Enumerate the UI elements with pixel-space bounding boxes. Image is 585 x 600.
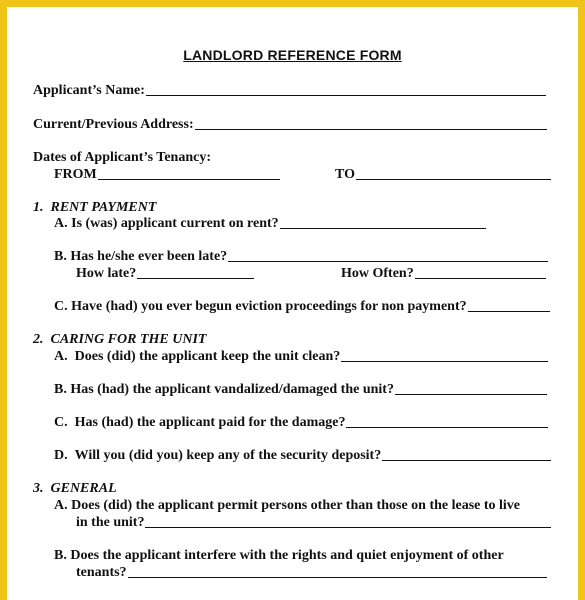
question-1c [54, 299, 550, 315]
from-label: FROM [54, 167, 97, 182]
section-heading-rent-payment [33, 200, 156, 216]
question-1b-how-often [341, 266, 546, 282]
question-letter: C. [54, 415, 68, 430]
how-late-label: How late? [76, 266, 137, 281]
tenancy-label: Dates of Applicant’s Tenancy: [33, 150, 212, 165]
applicant-name-label: Applicant’s Name: [33, 83, 145, 98]
tenancy-to-row [335, 167, 551, 183]
question-text: Is (was) applicant current on rent? [71, 216, 279, 231]
answer-field-3b[interactable] [128, 577, 547, 578]
question-1b-how-late [76, 266, 254, 282]
question-text-continued: in the unit? [76, 515, 145, 530]
question-letter: A. [54, 349, 68, 364]
question-text: Have (had) you ever begun eviction proceedings for non payment? [71, 299, 467, 314]
answer-field-2a[interactable] [341, 361, 548, 362]
question-text: Does (did) the applicant keep the unit clean? [74, 349, 341, 364]
question-text: Has (had) the applicant paid for the damage? [74, 415, 346, 430]
section-title: CARING FOR THE UNIT [50, 332, 207, 347]
applicant-name-field[interactable] [146, 95, 546, 96]
question-text: Will you (did you) keep any of the security deposit? [74, 448, 382, 463]
section-number: 1. [33, 200, 44, 215]
question-3b-continued [76, 565, 547, 581]
address-field[interactable] [195, 129, 547, 130]
section-number: 3. [33, 481, 44, 496]
answer-field-3a[interactable] [145, 527, 551, 528]
answer-field-2d[interactable] [382, 460, 551, 461]
question-1b [54, 249, 548, 265]
question-text: Has he/she ever been late? [70, 249, 228, 264]
question-text: Does (did) the applicant permit persons other than those on the lease to live [71, 498, 521, 513]
question-letter: C. [54, 299, 68, 314]
question-letter: D. [54, 448, 68, 463]
question-letter: B. [54, 249, 67, 264]
question-3a-continued [76, 515, 551, 531]
applicant-name-row [33, 83, 546, 99]
answer-field-1a[interactable] [280, 228, 486, 229]
question-2a [54, 349, 548, 365]
form-title: LANDLORD REFERENCE FORM [183, 47, 402, 63]
question-letter: B. [54, 548, 67, 563]
question-2d [54, 448, 551, 464]
question-2b [54, 382, 547, 398]
tenancy-from-row [54, 167, 280, 183]
answer-field-2b[interactable] [395, 394, 547, 395]
question-text-continued: tenants? [76, 565, 127, 580]
how-late-field[interactable] [137, 278, 254, 279]
question-3b [54, 548, 504, 564]
how-often-label: How Often? [341, 266, 414, 281]
section-title: RENT PAYMENT [50, 200, 157, 215]
from-field[interactable] [98, 179, 280, 180]
answer-field-1c[interactable] [468, 311, 550, 312]
answer-field-1b[interactable] [228, 261, 548, 262]
section-number: 2. [33, 332, 44, 347]
form-page [7, 7, 578, 600]
question-letter: A. [54, 216, 68, 231]
question-letter: A. [54, 498, 68, 513]
to-label: TO [335, 167, 355, 182]
question-letter: B. [54, 382, 67, 397]
section-heading-general [33, 481, 117, 497]
question-3a [54, 498, 520, 514]
section-heading-caring-for-unit [33, 332, 206, 348]
address-row [33, 117, 547, 133]
answer-field-2c[interactable] [346, 427, 548, 428]
question-1a [54, 216, 486, 232]
question-2c [54, 415, 548, 431]
address-label: Current/Previous Address: [33, 117, 194, 132]
question-text: Does the applicant interfere with the rights and quiet enjoyment of other [70, 548, 504, 563]
question-text: Has (had) the applicant vandalized/damaged the unit? [70, 382, 394, 397]
to-field[interactable] [356, 179, 551, 180]
how-often-field[interactable] [415, 278, 546, 279]
section-title: GENERAL [50, 481, 117, 496]
